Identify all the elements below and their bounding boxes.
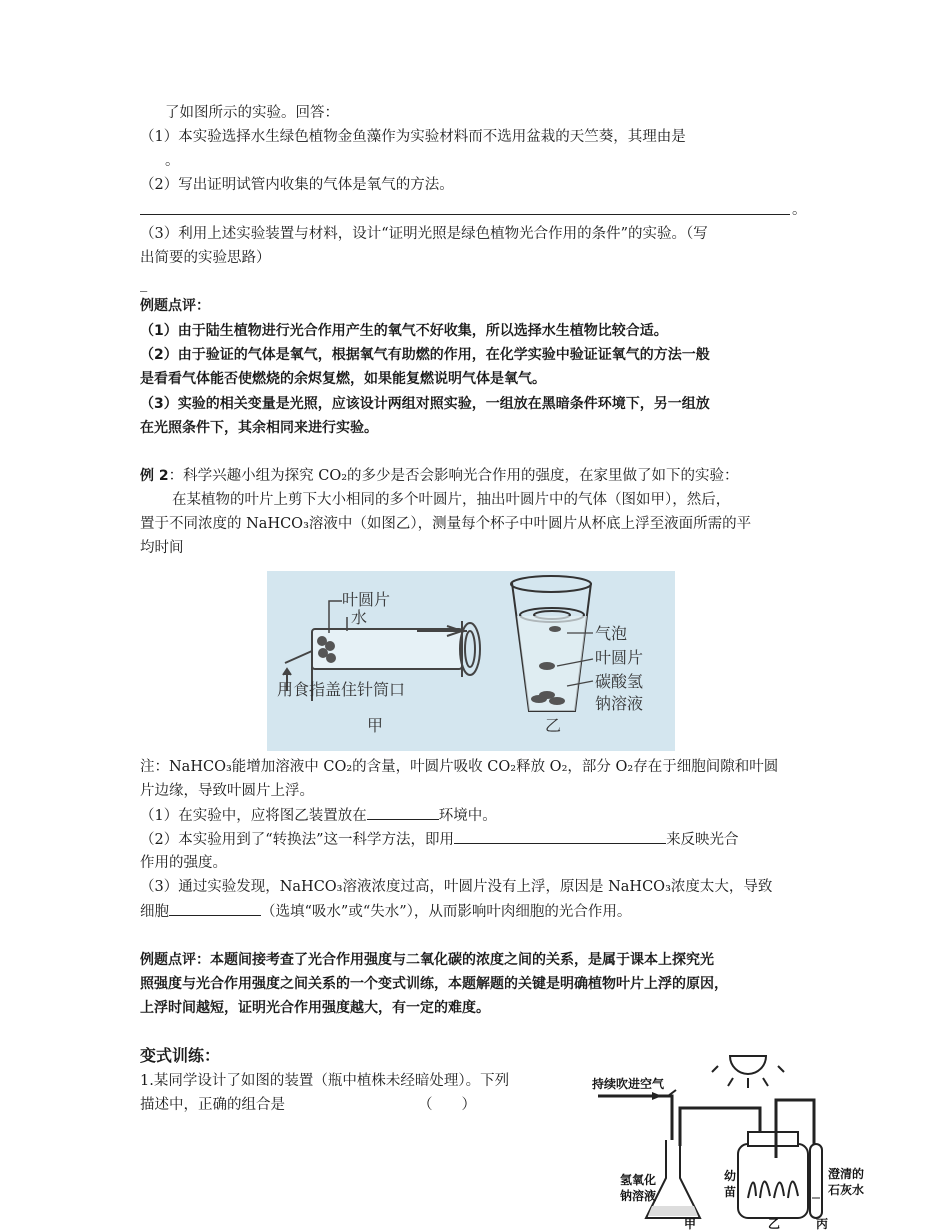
- example-2-line: 在某植物的叶片上剪下大小相同的多个叶圆片，抽出叶圆片中的气体（图如甲），然后，: [172, 492, 731, 508]
- comment-line: （1）由于陆生植物进行光合作用产生的氧气不好收集，所以选择水生植物比较合适。: [140, 323, 668, 339]
- example-2-text: ：科学兴趣小组为探究 CO₂的多少是否会影响光合作用的强度，在家里做了如下的实验：: [168, 468, 739, 484]
- blank: [454, 829, 666, 844]
- naoh-label-2: 钠溶液: [620, 1189, 657, 1203]
- example-2-line: 均时间: [140, 540, 184, 556]
- example-2-label: 例 2: [140, 468, 169, 484]
- answer-dash: _: [140, 276, 148, 292]
- example-2-line: [140, 466, 739, 486]
- question-2: （2）写出证明试管内收集的气体是氧气的方法。: [140, 177, 454, 193]
- limewater-label-2: 石灰水: [828, 1183, 865, 1197]
- syringe-cup-figure: [267, 571, 675, 751]
- variant-question: 1.某同学设计了如图的装置（瓶中植株未经暗处理）。下列: [140, 1073, 510, 1089]
- question-1-end: 。: [165, 153, 180, 169]
- yi-label: 乙: [545, 716, 562, 735]
- yi-label: 乙: [768, 1217, 781, 1230]
- water-label: 水: [351, 608, 368, 627]
- solution-label-2: 钠溶液: [595, 694, 644, 713]
- comment-2-line: 例题点评：本题间接考查了光合作用强度与二氧化碳的浓度之间的关系，是属于课本上探究光: [140, 952, 714, 968]
- answer-line-end: 。: [792, 202, 807, 218]
- sub-question-2-cont: 作用的强度。: [140, 855, 227, 871]
- comment-line: （2）由于验证的气体是氧气，根据氧气有助燃的作用，在化学实验中验证证氧气的方法一般: [140, 347, 710, 363]
- q2-text: （2）本实验用到了“转换法”这一科学方法，即用: [140, 832, 455, 848]
- answer-line: [140, 213, 790, 215]
- example-2-line: 置于不同浓度的 NaHCO₃溶液中（如图乙），测量每个杯子中叶圆片从杯底上浮至液面所需的平: [140, 516, 752, 532]
- air-label: 持续吹进空气: [592, 1077, 665, 1091]
- q1-text: （1）在实验中，应将图乙装置放在: [140, 808, 367, 824]
- jia-label: 甲: [367, 716, 384, 735]
- q2-text-end: 来反映光合: [666, 832, 739, 848]
- note-line: 片边缘，导致叶圆片上浮。: [140, 783, 314, 799]
- finger-label: 用食指盖住针筒口: [277, 680, 406, 699]
- bubble-label: 气泡: [595, 624, 628, 643]
- leaf-disc-label: 叶圆片: [342, 590, 391, 609]
- solution-label: 碳酸氢: [595, 672, 644, 691]
- q3-text-end: （选填“吸水”或“失水”），从而影响叶肉细胞的光合作用。: [261, 904, 632, 920]
- blank: [169, 901, 261, 916]
- comment-line: 在光照条件下，其余相同来进行实验。: [140, 420, 378, 436]
- comment-line: （3）实验的相关变量是光照，应该设计两组对照实验，一组放在黑暗条件环境下，另一组放: [140, 396, 710, 412]
- seedling-label: 幼: [724, 1169, 737, 1183]
- bing-label: 丙: [816, 1217, 829, 1230]
- intro-line: 了如图所示的实验。回答：: [165, 105, 339, 121]
- comment-2-line: 上浮时间越短，证明光合作用强度越大，有一定的难度。: [140, 1000, 490, 1016]
- comment-line: 是看看气体能否使燃烧的余烬复燃，如果能复燃说明气体是氧气。: [140, 371, 546, 387]
- apparatus-figure: [588, 1048, 888, 1230]
- sub-question-3: （3）通过实验发现，NaHCO₃溶液浓度过高，叶圆片没有上浮，原因是 NaHCO₃浓度太大，导致: [140, 879, 773, 895]
- sub-question-2: [140, 829, 739, 850]
- naoh-label: 氢氧化: [620, 1173, 657, 1187]
- sub-question-1: [140, 805, 497, 826]
- q1-text-end: 环境中。: [438, 808, 497, 824]
- question-3: （3）利用上述实验装置与材料，设计“证明光照是绿色植物光合作用的条件”的实验。（写: [140, 226, 708, 242]
- leaf-disc-label-2: 叶圆片: [595, 648, 644, 667]
- variant-title: 变式训练：: [140, 1046, 221, 1065]
- question-1: （1）本实验选择水生绿色植物金鱼藻作为实验材料而不选用盆栽的天竺葵，其理由是: [140, 129, 686, 145]
- jia-label: 甲: [684, 1217, 697, 1230]
- variant-question-cont: 描述中，正确的组合是: [140, 1097, 285, 1113]
- seedling-label-2: 苗: [724, 1185, 737, 1199]
- limewater-label: 澄清的: [828, 1167, 865, 1181]
- answer-paren: （ ）: [418, 1097, 476, 1113]
- comment-title: 例题点评：: [140, 298, 210, 314]
- comment-2-line: 照强度与光合作用强度之间关系的一个变式训练，本题解题的关键是明确植物叶片上浮的原因，: [140, 976, 728, 992]
- question-3-cont: 出简要的实验思路）: [140, 250, 271, 266]
- note-line: 注：NaHCO₃能增加溶液中 CO₂的含量，叶圆片吸收 CO₂释放 O₂，部分 O₂存在于细胞间隙和叶圆: [140, 759, 779, 775]
- sub-question-3-cont: [140, 901, 631, 922]
- blank: [367, 805, 439, 820]
- q3-text: 细胞: [140, 904, 169, 920]
